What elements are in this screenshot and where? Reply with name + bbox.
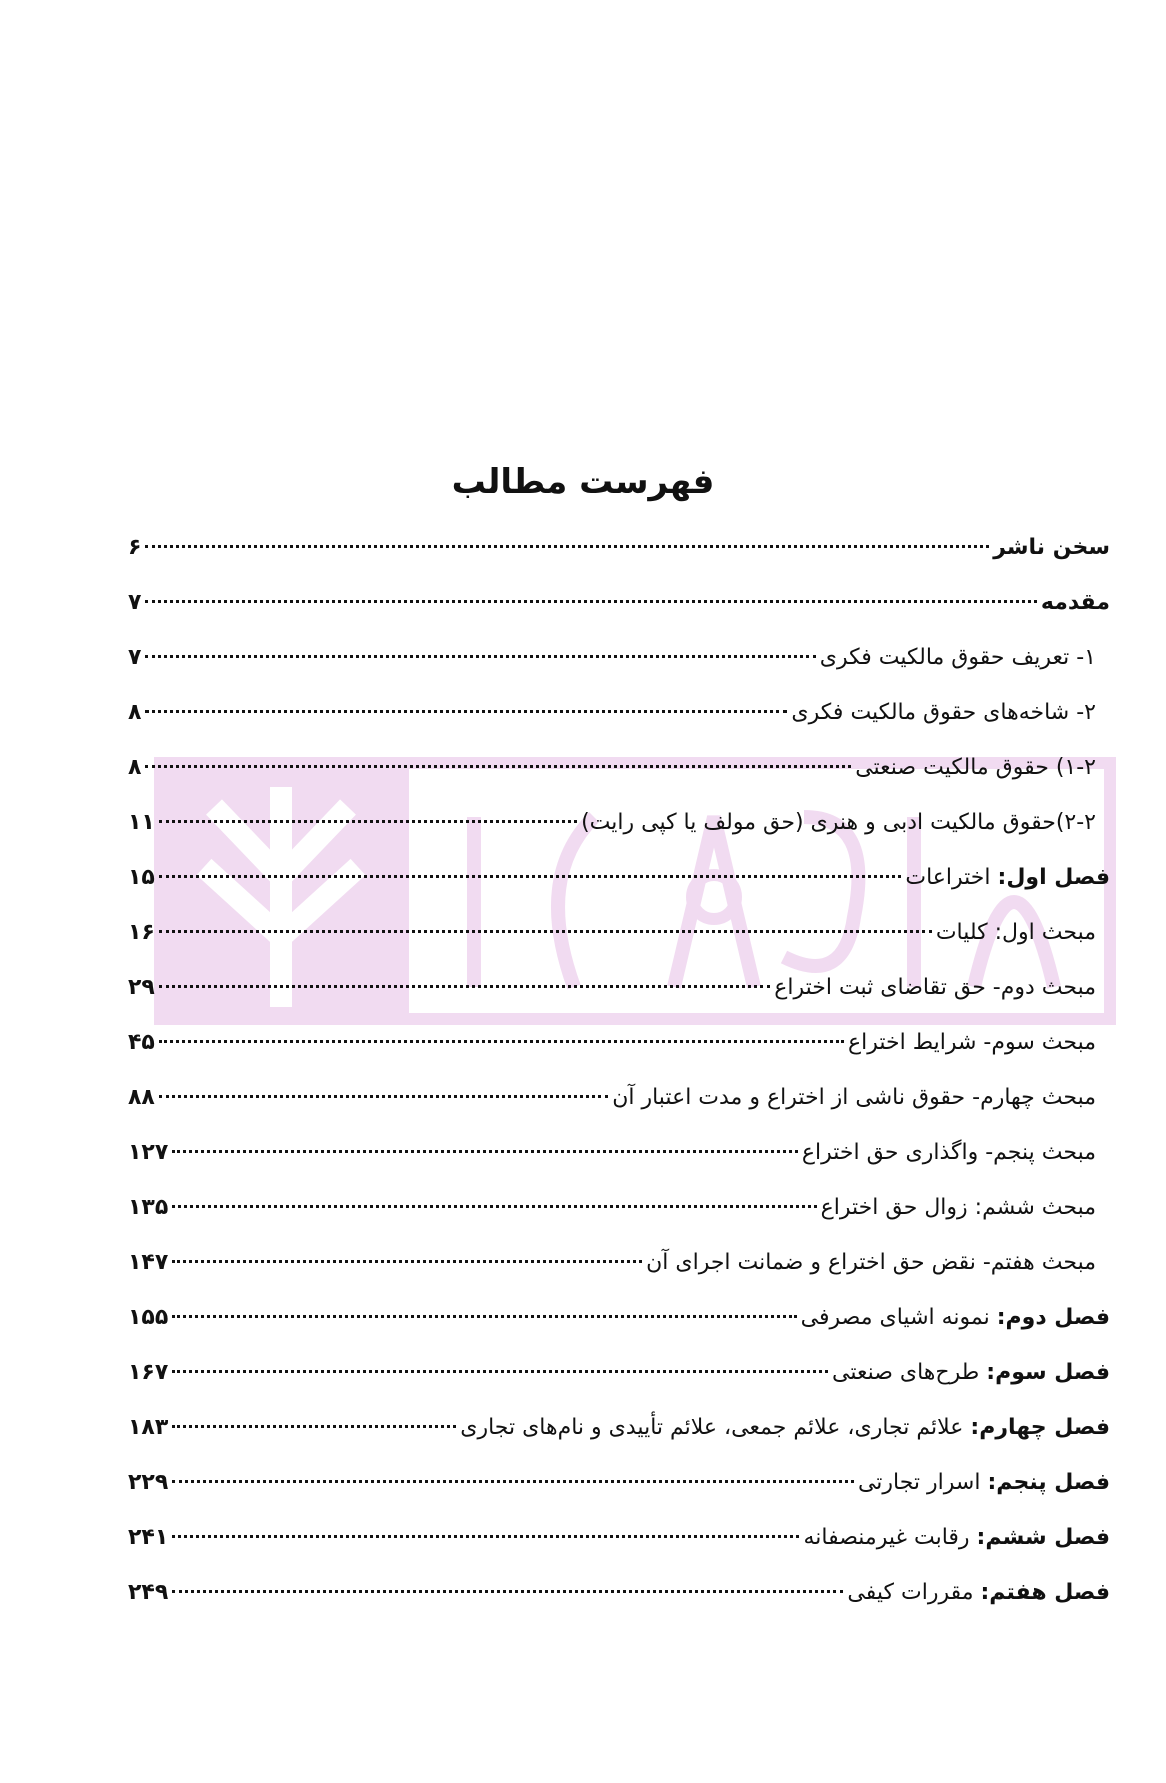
chapter-prefix: فصل ششم: — [976, 1525, 1110, 1550]
chapter-prefix: فصل اول: — [997, 865, 1110, 890]
dot-leader — [172, 1205, 816, 1208]
toc-entry-title — [905, 850, 1110, 905]
dot-leader — [159, 985, 770, 988]
page-number: ۸۸ — [128, 1085, 155, 1110]
toc-entry-text: علائم تجاری، علائم جمعی، علائم تأییدی و نام‌های تجاری — [460, 1415, 971, 1440]
table-of-contents — [128, 520, 1110, 1620]
dot-leader — [145, 655, 815, 658]
toc-entry — [128, 740, 1110, 795]
dot-leader — [172, 1590, 843, 1593]
toc-entry — [128, 1290, 1110, 1345]
toc-entry-title — [612, 1070, 1096, 1125]
toc-entry-title — [820, 630, 1096, 685]
toc-entry — [128, 1510, 1110, 1565]
page-number: ۸ — [128, 700, 142, 725]
chapter-prefix: فصل چهارم: — [970, 1415, 1110, 1440]
toc-entry-text: سخن ناشر — [993, 535, 1110, 560]
toc-entry-text: رقابت غیرمنصفانه — [803, 1525, 977, 1550]
toc-entry-text: مبحث چهارم- حقوق ناشی از اختراع و مدت اعتبار آن — [612, 1085, 1096, 1110]
toc-entry-text: مبحث پنجم- واگذاری حق اختراع — [801, 1140, 1096, 1165]
dot-leader — [159, 820, 577, 823]
toc-entry-text: مقررات کیفی — [847, 1580, 981, 1605]
toc-entry-title — [802, 1125, 1096, 1180]
toc-entry — [128, 1400, 1110, 1455]
page-number: ۱۶۷ — [128, 1360, 169, 1385]
page-number: ۱۳۵ — [128, 1195, 169, 1220]
dot-leader — [172, 1150, 798, 1153]
toc-entry — [128, 1565, 1110, 1620]
toc-entry-title — [855, 740, 1096, 795]
toc-entry-title — [801, 1290, 1110, 1345]
toc-entry — [128, 795, 1110, 850]
toc-entry — [128, 960, 1110, 1015]
page-number: ۶ — [128, 535, 142, 560]
toc-entry — [128, 1345, 1110, 1400]
toc-entry-text: نمونه اشیای مصرفی — [800, 1305, 997, 1330]
toc-entry — [128, 630, 1110, 685]
chapter-prefix: فصل پنجم: — [987, 1470, 1110, 1495]
page-number: ۱۵ — [128, 865, 155, 890]
chapter-prefix: فصل سوم: — [986, 1360, 1110, 1385]
page-number: ۸ — [128, 755, 142, 780]
toc-entry-title — [832, 1345, 1110, 1400]
toc-entry-text: اختراعات — [905, 865, 998, 890]
toc-entry — [128, 1235, 1110, 1290]
dot-leader — [172, 1260, 642, 1263]
dot-leader — [172, 1480, 854, 1483]
toc-entry — [128, 685, 1110, 740]
toc-entry — [128, 850, 1110, 905]
dot-leader — [145, 765, 851, 768]
dot-leader — [159, 930, 932, 933]
toc-entry — [128, 1070, 1110, 1125]
toc-entry-text: ۲- شاخه‌های حقوق مالکیت فکری — [791, 700, 1096, 725]
page-number: ۱۲۷ — [128, 1140, 169, 1165]
toc-entry-text: مبحث دوم- حق تقاضای ثبت اختراع — [774, 975, 1096, 1000]
toc-entry — [128, 1125, 1110, 1180]
toc-entry-text: ۱- تعریف حقوق مالکیت فکری — [819, 645, 1096, 670]
toc-entry — [128, 1455, 1110, 1510]
dot-leader — [159, 875, 902, 878]
page-number: ۲۴۹ — [128, 1580, 169, 1605]
toc-entry — [128, 905, 1110, 960]
page-number: ۱۴۷ — [128, 1250, 169, 1275]
page-number: ۷ — [128, 645, 142, 670]
page-number: ۴۵ — [128, 1030, 155, 1055]
toc-entry-title — [993, 520, 1110, 575]
toc-entry-text: اسرار تجارتی — [857, 1470, 988, 1495]
toc-entry-title — [821, 1180, 1096, 1235]
toc-entry-title — [848, 1015, 1096, 1070]
toc-entry-title — [936, 905, 1096, 960]
toc-entry-title — [803, 1510, 1110, 1565]
page-number: ۱۸۳ — [128, 1415, 169, 1440]
dot-leader — [159, 1095, 608, 1098]
toc-entry-title — [847, 1565, 1110, 1620]
toc-entry — [128, 1015, 1110, 1070]
dot-leader — [172, 1315, 796, 1318]
toc-entry-title — [1041, 575, 1110, 630]
chapter-prefix: فصل دوم: — [996, 1305, 1110, 1330]
page-number: ۱۶ — [128, 920, 155, 945]
dot-leader — [172, 1535, 799, 1538]
toc-entry-title — [460, 1400, 1110, 1455]
toc-entry-text: مبحث ششم: زوال حق اختراع — [820, 1195, 1096, 1220]
page-number: ۱۱ — [128, 810, 155, 835]
dot-leader — [145, 545, 989, 548]
toc-entry-text: طرح‌های صنعتی — [831, 1360, 987, 1385]
toc-entry — [128, 575, 1110, 630]
toc-entry — [128, 520, 1110, 575]
dot-leader — [145, 710, 787, 713]
page-title: فهرست مطالب — [451, 462, 715, 502]
toc-entry-text: مبحث هفتم- نقض حق اختراع و ضمانت اجرای آن — [646, 1250, 1096, 1275]
dot-leader — [145, 600, 1036, 603]
toc-entry-title — [646, 1235, 1096, 1290]
dot-leader — [172, 1425, 456, 1428]
toc-entry-title — [581, 795, 1096, 850]
page-number: ۲۲۹ — [128, 1470, 169, 1495]
page-number: ۱۵۵ — [128, 1305, 169, 1330]
page-number: ۲۹ — [128, 975, 155, 1000]
chapter-prefix: فصل هفتم: — [980, 1580, 1110, 1605]
toc-entry-text: مقدمه — [1040, 590, 1110, 615]
page-number: ۷ — [128, 590, 142, 615]
dot-leader — [159, 1040, 844, 1043]
toc-entry-text: ۲-۲)حقوق مالکیت ادبی و هنری (حق مولف یا کپی رایت) — [581, 810, 1096, 835]
toc-entry-title — [858, 1455, 1110, 1510]
toc-entry — [128, 1180, 1110, 1235]
page-number: ۲۴۱ — [128, 1525, 169, 1550]
toc-entry-text: مبحث اول: کلیات — [935, 920, 1096, 945]
toc-entry-text: مبحث سوم- شرایط اختراع — [848, 1030, 1096, 1055]
toc-entry-title — [774, 960, 1096, 1015]
dot-leader — [172, 1370, 828, 1373]
toc-entry-text: ۱-۲) حقوق مالکیت صنعتی — [855, 755, 1096, 780]
toc-entry-title — [791, 685, 1096, 740]
